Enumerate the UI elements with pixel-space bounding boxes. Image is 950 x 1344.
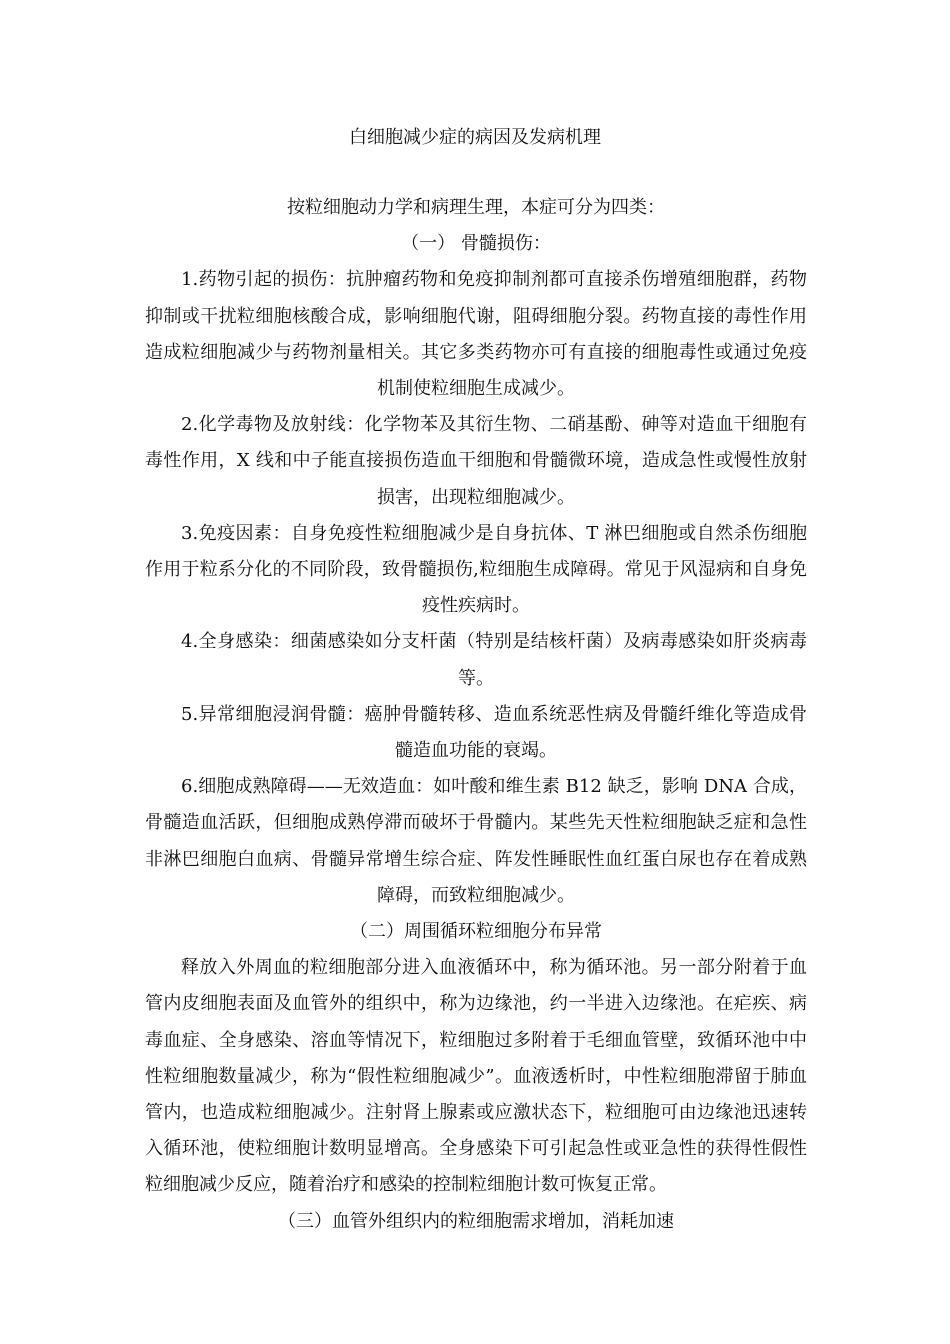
document-title: 白细胞减少症的病因及发病机理 (349, 127, 601, 148)
section-1-item-4: 4.全身感染：细菌感染如分支杆菌（特别是结核杆菌）及病毒感染如肝炎病毒等。 (181, 631, 807, 689)
section-1-item-2: 2.化学毒物及放射线：化学物苯及其衍生物、二硝基酚、砷等对造血干细胞有毒性作用，X 线和中子能直接损伤造血干细胞和骨髓微环境，造成急性或慢性放射损害，出现粒细胞减少。 (145, 414, 807, 508)
intro-line: 按粒细胞动力学和病理生理，本症可分为四类： (287, 197, 665, 218)
section-1-item-3: 3.免疫因素：自身免疫性粒细胞减少是自身抗体、T 淋巴细胞或自然杀伤细胞作用于粒系分化的不同阶段，致骨髓损伤,粒细胞生成障碍。常见于风湿病和自身免疫性疾病时。 (145, 522, 807, 617)
section-2-heading: （二）周围循环粒细胞分布异常 (350, 921, 602, 943)
section-2-text: 释放入外周血的粒细胞部分进入血液循环中，称为循环池。另一部分附着于血管内皮细胞表面及血管外的组织中，称为边缘池，约一半进入边缘池。在疟疾、病毒血症、全身感染、溶血等情况下，粒细胞过多附着于毛细血管壁，致循环池中中性粒细胞数量减少，称为“假性粒细胞减少”。血液透析时，中性粒细胞滞留于肺血管内，也造成粒细胞减少。注射肾上腺素或应激状态下，粒细胞可由边缘池迅速转入循环池，使粒细胞计数明显增高。全身感染下可引起急性或亚急性的获得性假性粒细胞减少反应，随着治疗和感染的控制粒细胞计数可恢复正常。 (145, 957, 807, 1196)
section-1-item-1: 1.药物引起的损伤：抗肿瘤药物和免疫抑制剂都可直接杀伤增殖细胞群，药物抑制或干扰粒细胞核酸合成，影响细胞代谢，阻碍细胞分裂。药物直接的毒性作用造成粒细胞减少与药物剂量相关。其它多类药物亦可有直接的细胞毒性或通过免疫机制使粒细胞生成减少。 (145, 269, 807, 400)
section-3-heading: （三）血管外组织内的粒细胞需求增加，消耗加速 (278, 1210, 674, 1232)
section-1-item-5: 5.异常细胞浸润骨髓：癌肿骨髓转移、造血系统恶性病及骨髓纤维化等造成骨髓造血功能的衰竭。 (181, 703, 807, 762)
document-body (145, 190, 807, 1240)
section-1-item-6: 6.细胞成熟障碍——无效造血：如叶酸和维生素 B12 缺乏，影响 DNA 合成，骨髓造血活跃，但细胞成熟停滞而破坏于骨髓内。某些先天性粒细胞缺乏症和急性非淋巴细胞白血病、骨髓异常增生综合症、阵发性睡眠性血红蛋白尿也存在着成熟障碍，而致粒细胞减少。 (145, 776, 807, 906)
section-1-heading: （一） 骨髓损伤： (401, 233, 551, 255)
